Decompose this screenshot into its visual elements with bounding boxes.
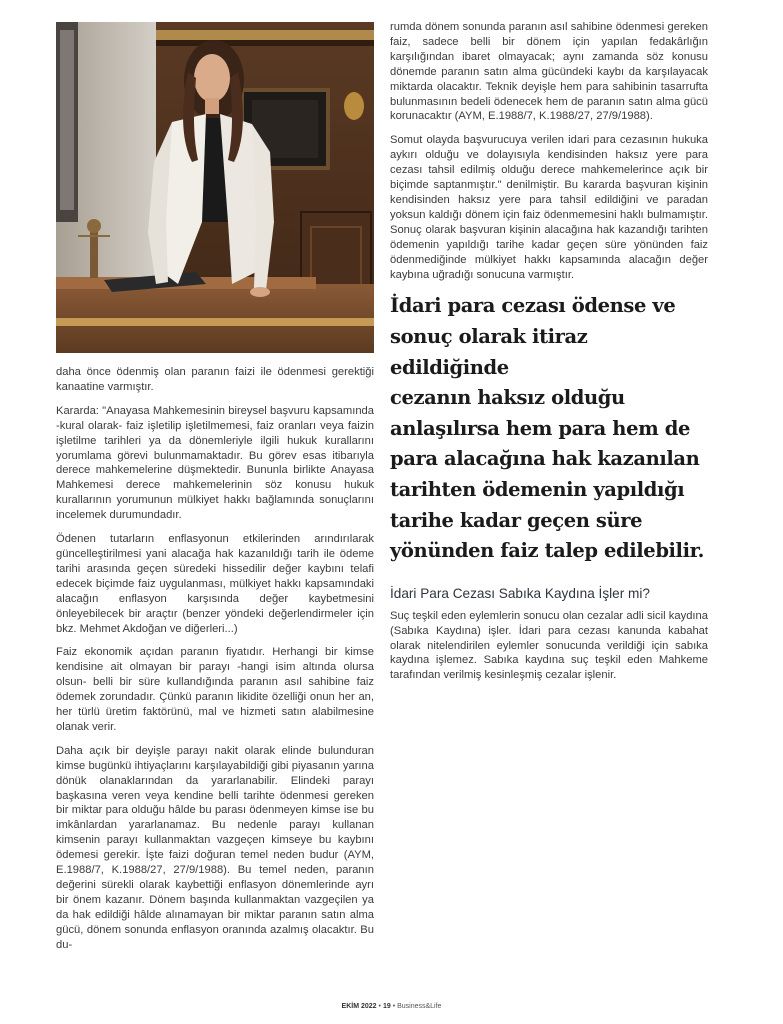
paragraph: Daha açık bir deyişle parayı nakit olarak elinde bulunduran kimse bugünkü ihtiyaçlarını karşılayabildiği gibi piyasanın yarına dönük olanaklarından da yararlanabilir. Elindeki parayı başkasına veren veya kendine belli tarihte ödenmesi gereken bir miktar para olduğu hâlde bu parası ödenmeyen kimse ise bu imkânlardan yararlanamaz. Bu nedenle parayı kullanan kimsenin parayı kullanmaktan vazgeçen kimseye bu kaybını ödemesi gerekir. İşte faizi doğuran temel neden budur (AYM, E.1988/7, K.1988/27, 27/9/1988). Bu temel neden, paranın değerini sürekli olarak kaybettiği enflasyon dönemlerinde ayrı bir önem kazanır. Dönem başında kullanmaktan vazgeçilen ya da hak edildiği hâlde alınamayan bir miktar paranın satın alma gücü, dönem sonunda enflasyon oranında azalmış olacaktır. Bu du- [56, 744, 374, 951]
issue-date: EKİM 2022 [341, 1003, 377, 1010]
paragraph: Ödenen tutarların enflasyonun etkilerinden arındırılarak güncelleştirilmesi yani alacağa hak kazanıldığı tarih ile ödeme tarihi arasında geçen süredeki hissedilir değer kaybını telafi edecek biçimde faiz uygulanması, mülkiyet hakkı kapsamındaki alacağın enflasyon karşısında değer kaybetmesini önleyebilecek bir araçtır (benzer yöndeki değerlendirmeler için bkz. Mehmet Akdoğan ve diğerleri...) [56, 533, 374, 635]
pull-quote [390, 291, 708, 566]
left-column [56, 365, 374, 962]
page-footer [0, 1003, 783, 1010]
paragraph: Suç teşkil eden eylemlerin sonucu olan cezalar adli sicil kaydına (Sabıka Kaydına) işler. İdari para cezası kanunda kabahat olarak nitelendirilen eylemler sonucunda verildiği için sabıka kaydına işlemez. Sabıka kaydına suç teşkil eden Mahkeme tarafından verilmiş kesinleşmiş cezalar işlenir. [390, 609, 708, 682]
separator-dot: • [392, 1003, 398, 1010]
separator-dot: • [378, 1003, 383, 1010]
pull-quote-line: yönünden faiz talep edilebilir. [390, 539, 705, 563]
pull-quote-line: tarihe kadar geçen süre [390, 508, 643, 532]
paragraph: Somut olayda başvurucuya verilen idari para cezasının hukuka aykırı olduğu ve dolayısıyla kendisinden haksız yere para cezası tahsil edilmiş olduğu derece mahkemelerince açık bir biçimde saptanmıştır." denilmiştir. Bu kararda başvuran kişinin kendisinden haksız yere para tahsil edildiğini ve paradan yoksun kaldığı dönem için faiz ödenmemesini haklı bulmamıştır. Sonuç olarak başvuran kişinin alacağına hak kazandığı tarihten ödemenin yapıldığı tarihe kadar geçen süre yönünden faiz ödenmediğinde mülkiyet hakkı kapsamında alacağın değer kaybına uğradığı sonucuna varmıştır. [390, 134, 708, 281]
paragraph: daha önce ödenmiş olan paranın faizi ile ödenmesi gerektiği kanaatine varmıştır. [56, 366, 374, 393]
paragraph: Faiz ekonomik açıdan paranın fiyatıdır. Herhangi bir kimse kendisine ait olmayan bir parayı -hangi isim altında olursa olsun- belli bir süre kullandığında paranın asıl sahibine faiz ödemek zorundadır. Çünkü paranın likidite özelliği onun her an, her türlü üretim faktörünü, mal ve hizmeti satın alabilmesine olanak verir. [56, 646, 374, 733]
pull-quote-line: anlaşılırsa hem para hem de [390, 416, 690, 440]
article-photo [56, 22, 374, 353]
section-subheading: İdari Para Cezası Sabıka Kaydına İşler mi? [390, 585, 650, 601]
right-column [390, 20, 708, 692]
pull-quote-line: tarihten ödemenin yapıldığı [390, 477, 685, 501]
paragraph: Kararda: "Anayasa Mahkemesinin bireysel başvuru kapsamında -kural olarak- faiz işletilip işletilmemesi, faiz oranları veya faizin işletilme tarihleri ya da dönemleriyle ilgili hukuk kurallarını yorumlama görevi bulunmamaktadır. Bu görev esas itibarıyla derece mahkemelerine düşmektedir. Bununla birlikte Anayasa Mahkemesi derece mahkemelerinin söz konusu hukuk kurallarının yorumunun mülkiyet hakkı bağlamında sonuçlarını incelemek durumundadır. [56, 404, 374, 522]
pull-quote-line: para alacağına hak kazanılan [390, 447, 700, 471]
pull-quote-line: cezanın haksız olduğu [390, 386, 625, 410]
office-portrait-illustration [56, 22, 374, 353]
pull-quote-line: İdari para cezası ödense ve [390, 294, 676, 318]
page-number: 19 [382, 1003, 391, 1010]
magazine-name: Business&Life [397, 1003, 442, 1010]
paragraph: rumda dönem sonunda paranın asıl sahibine ödenmesi gereken faiz, sadece belli bir dönem için yapılan fedakârlığın karşılığından ibaret olmayacak; aynı zamanda söz konusu dönemde paranın satın alma gücündeki kaybı da karşılayacak miktarda olacaktır. Teknik deyişle hem para sahibinin tasarrufta bulunmasının bedeli ödenecek hem de paranın satın alma gücü korunacaktır (AYM, E.1988/7, K.1988/27, 27/9/1988). [390, 21, 708, 123]
pull-quote-line: sonuç olarak itiraz edildiğinde [390, 325, 588, 379]
